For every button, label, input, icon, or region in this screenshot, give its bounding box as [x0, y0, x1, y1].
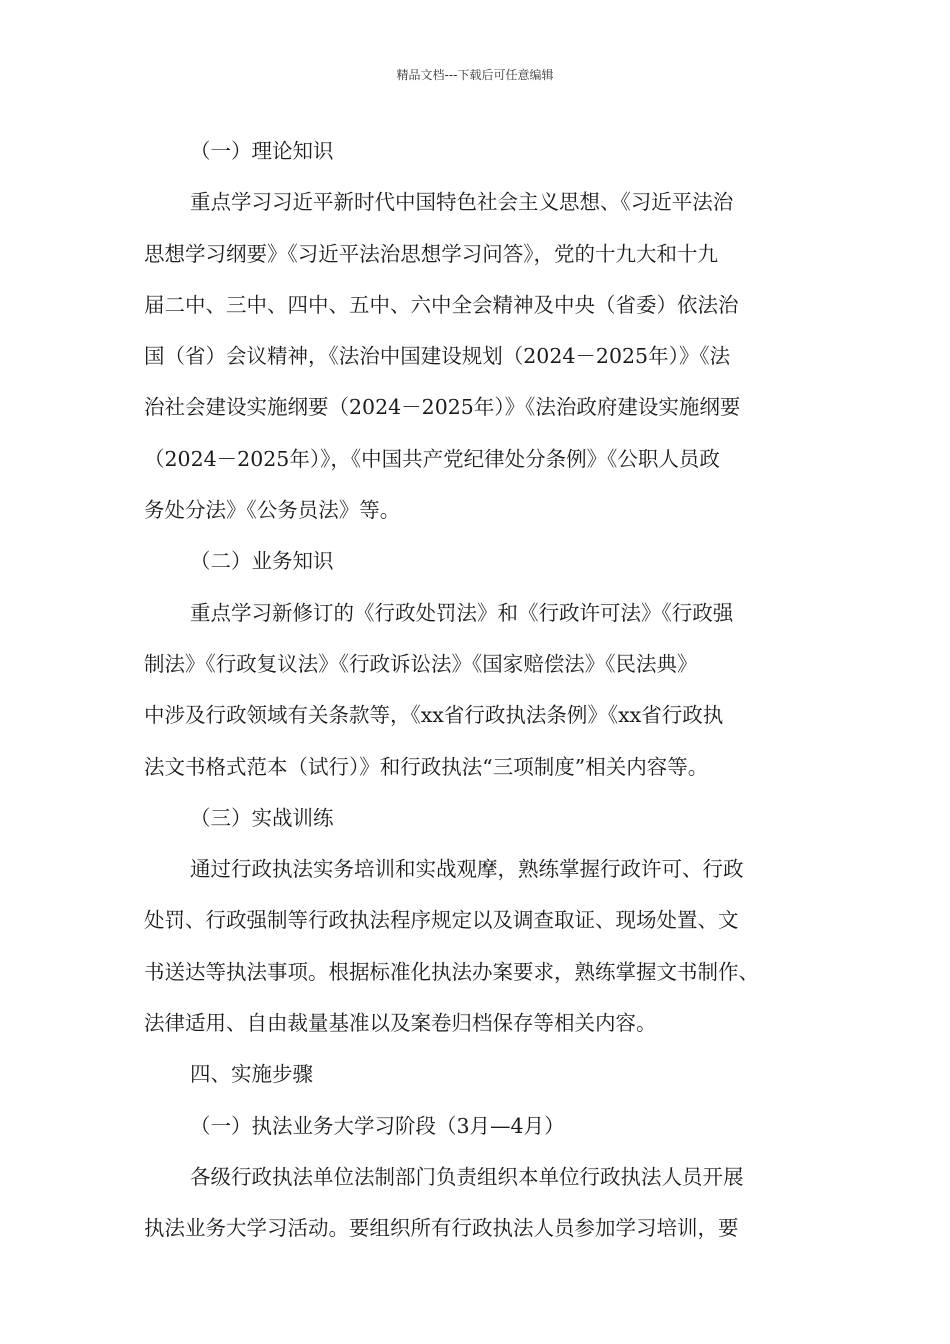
paragraph-line: 治社会建设实施纲要（2024－2025年）》《法治政府建设实施纲要	[144, 395, 741, 420]
paragraph-line: （2024－2025年）》，《中国共产党纪律处分条例》《公职人员政	[144, 446, 720, 471]
section-heading-business: （二）业务知识	[190, 549, 334, 574]
paragraph-line: 国（省）会议精神，《法治中国建设规划（2024－2025年）》《法	[144, 344, 731, 369]
page-header: 精品文档---下载后可任意编辑	[396, 68, 554, 82]
paragraph-line: 中涉及行政领域有关条款等，《xx省行政执法条例》《xx省行政执	[144, 703, 724, 728]
section-heading-theory: （一）理论知识	[190, 139, 334, 163]
document-body	[144, 126, 824, 1255]
paragraph-line: 处罚、行政强制等行政执法程序规定以及调查取证、现场处置、文	[144, 908, 739, 933]
paragraph-line: 通过行政执法实务培训和实战观摩，熟练掌握行政许可、行政	[190, 857, 744, 882]
paragraph-line: 法律适用、自由裁量基准以及案卷归档保存等相关内容。	[144, 1011, 657, 1036]
paragraph-line: 法文书格式范本（试行）》和行政执法“三项制度”相关内容等。	[144, 754, 709, 779]
section-heading-steps: 四、实施步骤	[190, 1062, 313, 1087]
paragraph-line: 制法》《行政复议法》《行政诉讼法》《国家赔偿法》《民法典》	[144, 651, 698, 676]
paragraph-line: 届二中、三中、四中、五中、六中全会精神及中央（省委）依法治	[144, 292, 739, 317]
paragraph-line: 各级行政执法单位法制部门负责组织本单位行政执法人员开展	[190, 1164, 744, 1189]
paragraph-line: 思想学习纲要》《习近平法治思想学习问答》，党的十九大和十九	[144, 241, 718, 266]
paragraph-line: 执法业务大学习活动。要组织所有行政执法人员参加学习培训，要	[144, 1216, 739, 1241]
paragraph-line: 重点学习新修订的《行政处罚法》和《行政许可法》《行政强	[190, 600, 734, 625]
subsection-heading-stage1: （一）执法业务大学习阶段（3月—4月）	[190, 1113, 565, 1138]
section-heading-training: （三）实战训练	[190, 805, 334, 830]
paragraph-line: 务处分法》《公务员法》等。	[144, 498, 401, 523]
paragraph-line: 重点学习习近平新时代中国特色社会主义思想、《习近平法治	[190, 190, 734, 215]
paragraph-line: 书送达等执法事项。根据标准化执法办案要求，熟练掌握文书制作、	[144, 959, 759, 984]
